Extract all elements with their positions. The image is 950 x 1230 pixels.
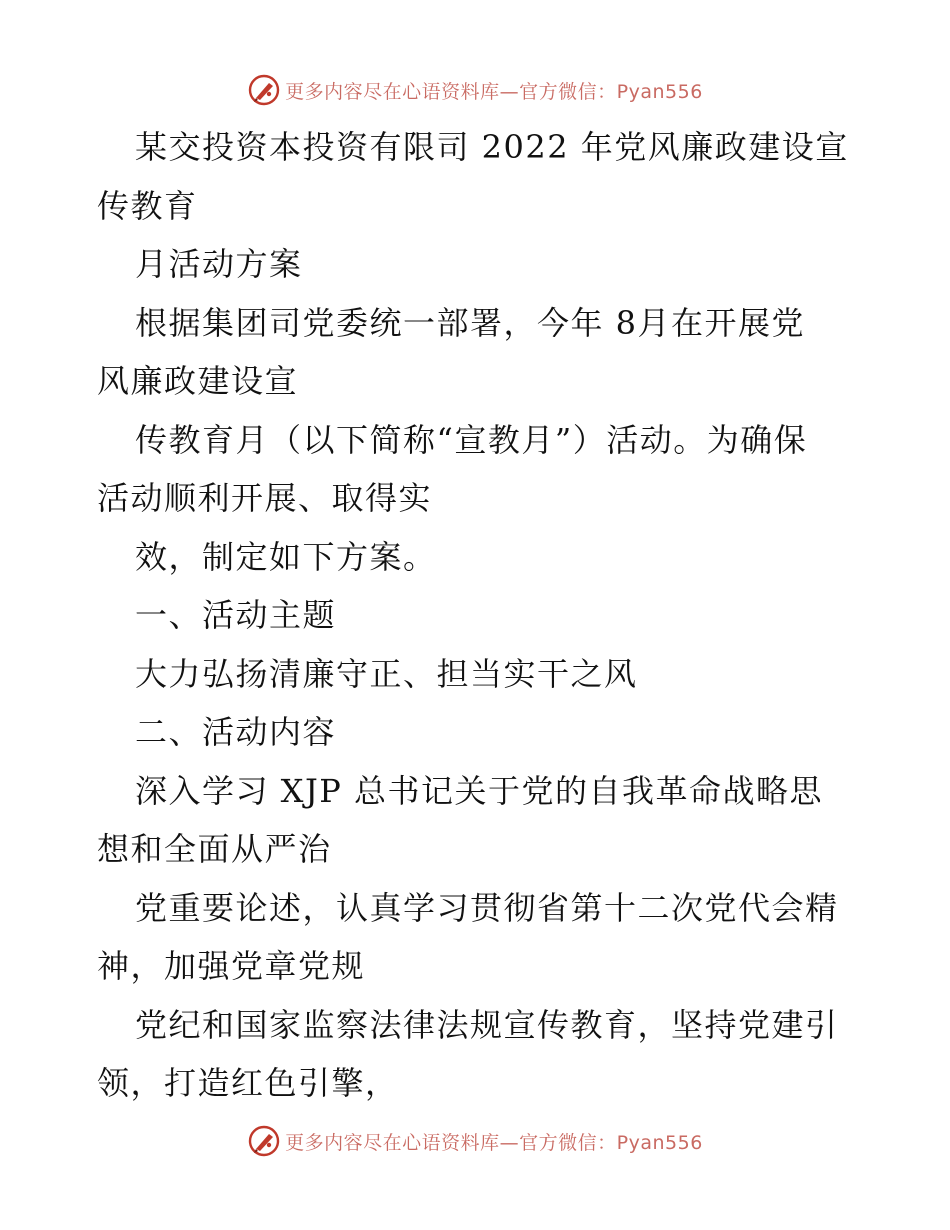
paragraph-line: 一、活动主题 bbox=[135, 596, 337, 634]
paragraph-line: 大力弘扬清廉守正、担当实干之风 bbox=[135, 654, 638, 693]
paragraph-line: 效，制定如下方案。 bbox=[135, 537, 437, 576]
watermark-header bbox=[0, 70, 950, 110]
paragraph-line: 想和全面从严治 bbox=[97, 830, 332, 868]
paragraph-line: 根据集团司党委统一部署，今年 8月在开展党 bbox=[135, 303, 806, 342]
paragraph-line: 传教育 bbox=[97, 186, 198, 225]
paragraph-line: 二、活动内容 bbox=[135, 713, 337, 751]
paragraph-line: 党重要论述，认真学习贯彻省第十二次党代会精 bbox=[135, 888, 839, 927]
watermark-footer bbox=[0, 1121, 950, 1161]
pen-logo-icon bbox=[247, 73, 281, 107]
paragraph-line: 党纪和国家监察法律法规宣传教育，坚持党建引 bbox=[135, 1005, 839, 1044]
paragraph-line: 月活动方案 bbox=[135, 245, 303, 283]
pen-logo-icon bbox=[247, 1124, 281, 1158]
watermark-text: 更多内容尽在心语资料库—官方微信：Pyan556 bbox=[285, 80, 703, 103]
paragraph-line: 领，打造红色引擎， bbox=[97, 1064, 399, 1102]
document-body bbox=[97, 118, 857, 1113]
paragraph-line: 活动顺利开展、取得实 bbox=[97, 479, 433, 517]
paragraph-line: 某交投资本投资有限司 2022 年党风廉政建设宣 bbox=[135, 128, 849, 166]
paragraph-line: 神，加强党章党规 bbox=[97, 947, 366, 985]
paragraph-line: 深入学习 XJP 总书记关于党的自我革命战略思 bbox=[135, 771, 823, 810]
paragraph-line: 传教育月（以下简称“宣教月”）活动。为确保 bbox=[135, 420, 808, 459]
paragraph-line: 风廉政建设宣 bbox=[97, 362, 299, 400]
watermark-text: 更多内容尽在心语资料库—官方微信：Pyan556 bbox=[285, 1131, 703, 1154]
